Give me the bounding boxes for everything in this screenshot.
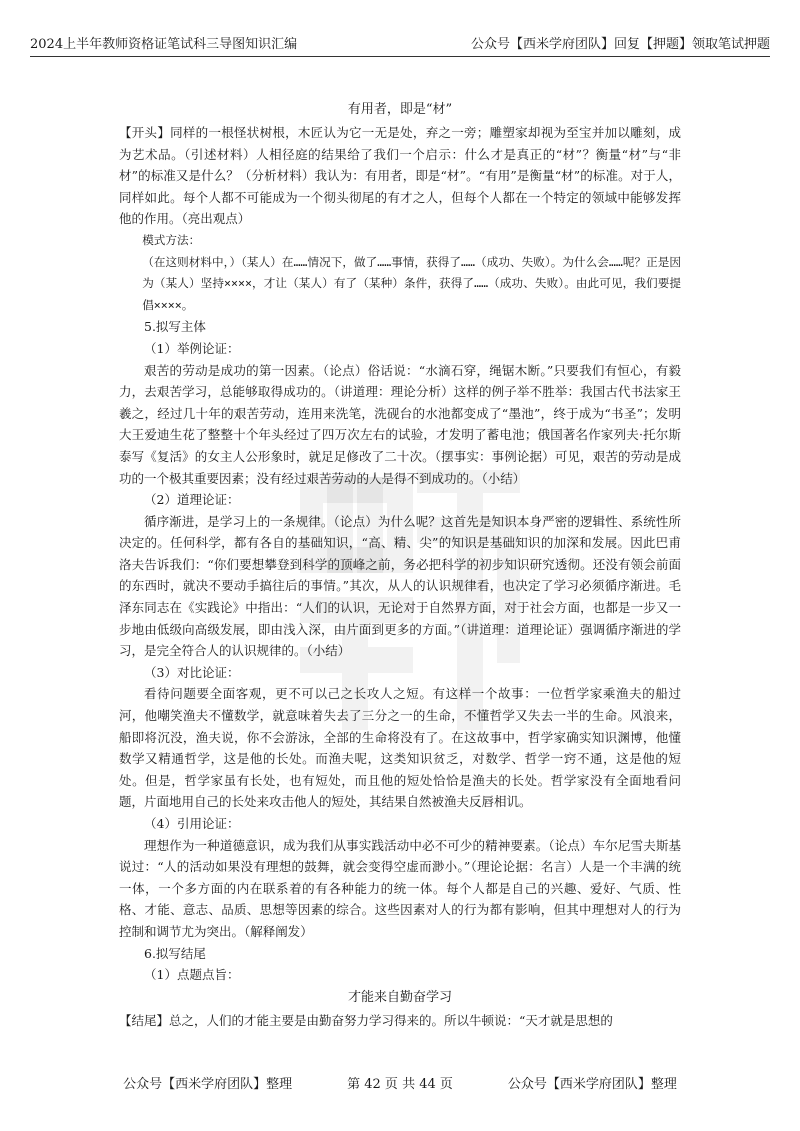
ending-paragraph: 【结尾】总之，人们的才能主要是由勤奋努力学习得来的。所以牛顿说：“天才就是思想的 <box>119 1012 613 1028</box>
footer-right: 公众号【西米学府团队】整理 <box>507 1077 677 1092</box>
contrast-argument-paragraph: 看待问题要全面客观，更不可以己之长攻人之短。有这样一个故事：一位哲学家乘渔夫的船过河，他嘲笑渔夫不懂数学，就意味着失去了三分之一的生命，不懂哲学又失去一半的生命。风浪来，船即将沉没，渔夫说，你不会游泳，全部的生命将没有了。在这故事中，哲学家确实知识渊博，他懂数学又精通哲学，这是他的长处。而渔夫呢，这类知识贫乏，对数学、哲学一窍不通，这是他的短处。但是，哲学家虽有长处，也有短处，而且他的短处恰恰是渔夫的长处。哲学家没有全面地看问题，片面地用自己的长处来攻击他人的短处，其结果自然被渔夫反唇相讥。 <box>119 686 681 810</box>
template-text: （在这则材料中，）（某人）在……情况下，做了……事情，获得了……（成功、失败）。为什么会……呢？正是因为（某人）坚持××××，才让（某人）有了（某种）条件，获得了……（成功、失败）。由此可见，我们要提倡××××。 <box>142 254 681 312</box>
reasoning-argument-paragraph: 循序渐进，是学习上的一条规律。（论点）为什么呢？这首先是知识本身严密的逻辑性、系统性所决定的。任何科学，都有各自的基础知识，“高、精、尖”的知识是基础知识的加深和发展。因此巴甫洛夫告诉我们：“你们要想攀登到科学的顶峰之前，务必把科学的初步知识研究透彻。还没有领会前面的东西时，就决不要动手搞往后的事情。”其次，从人的认识规律看，也决定了学习必须循序渐进。毛泽东同志在《实践论》中指出：“人们的认识，无论对于自然界方面，对于社会方面，也都是一步又一步地由低级向高级发展，即由浅入深，由片面到更多的方面。”（讲道理：道理论证）强调循序渐进的学习，是完全符合人的认识规律的。（小结） <box>119 513 681 659</box>
quotation-argument-paragraph: 理想作为一种道德意识，成为我们从事实践活动中必不可少的精神要素。（论点）车尔尼雪夫斯基说过：“人的活动如果没有理想的鼓舞，就会变得空虚而渺小。”（理论论据：名言）人是一个丰满的统一体，一个多方面的内在联系着的有各种能力的统一体。每个人都是自己的兴趣、爱好、气质、性格、才能、意志、品质、思想等因素的综合。这些因素对人的行为都有影响，但其中理想对人的行为控制和调节尤为突出。（解释阐发） <box>119 837 681 939</box>
theme-point-heading: （1）点题点旨： <box>144 967 240 983</box>
step5-heading: 5.拟写主体 <box>144 319 206 335</box>
step6-heading: 6.拟写结尾 <box>144 945 206 961</box>
example-argument-heading: （1）举例论证： <box>144 340 240 356</box>
second-essay-title: 才能来自勤奋学习 <box>347 989 452 1005</box>
header-left-title: 2024上半年教师资格证笔试科三导图知识汇编 <box>30 37 298 52</box>
template-label: 模式方法： <box>142 232 201 247</box>
contrast-argument-heading: （3）对比论证： <box>144 664 240 680</box>
page-number: 第 42 页 共 44 页 <box>347 1077 453 1092</box>
page-footer <box>0 1073 800 1092</box>
essay-title: 有用者，即是“材” <box>347 102 453 117</box>
document-body <box>119 98 681 1031</box>
header-right-notice: 公众号【西米学府团队】回复【押题】领取笔试押题 <box>470 37 770 52</box>
page-header <box>30 26 770 57</box>
reasoning-argument-heading: （2）道理论证： <box>144 492 240 508</box>
intro-paragraph: 【开头】同样的一根怪状树根，木匠认为它一无是处，弃之一旁；雕塑家却视为至宝并加以雕刻，成为艺术品。（引述材料）人相径庭的结果给了我们一个启示：什么才是真正的“材”？衡量“材”与“非材”的标准又是什么？（分析材料）我认为：有用者，即是“材”。“有用”是衡量“材”的标准。对于人，同样如此。每个人都不可能成为一个彻头彻尾的有才之人，但每个人都在一个特定的领域中能够发挥他的作用。（亮出观点） <box>119 125 681 227</box>
footer-left: 公众号【西米学府团队】整理 <box>123 1077 293 1092</box>
example-argument-paragraph: 艰苦的劳动是成功的第一因素。（论点）俗话说：“水滴石穿，绳锯木断。”只要我们有恒心，有毅力，去艰苦学习，总能够取得成功的。（讲道理：理论分析）这样的例子举不胜举：我国古代书法家王羲之，经过几十年的艰苦劳动，连用来洗笔，洗砚台的水池都变成了“墨池”，终于成为“书圣”；发明大王爱迪生花了整整十个年头经过了四万次左右的试验，才发明了蓄电池；俄国著名作家列夫·托尔斯泰写《复活》的女主人公形象时，就足足修改了二十次。（摆事实：事例论据）可见，艰苦的劳动是成功的一个极其重要因素；没有经过艰苦劳动的人是得不到成功的。（小结） <box>119 362 681 486</box>
quotation-argument-heading: （4）引用论证： <box>144 816 240 831</box>
